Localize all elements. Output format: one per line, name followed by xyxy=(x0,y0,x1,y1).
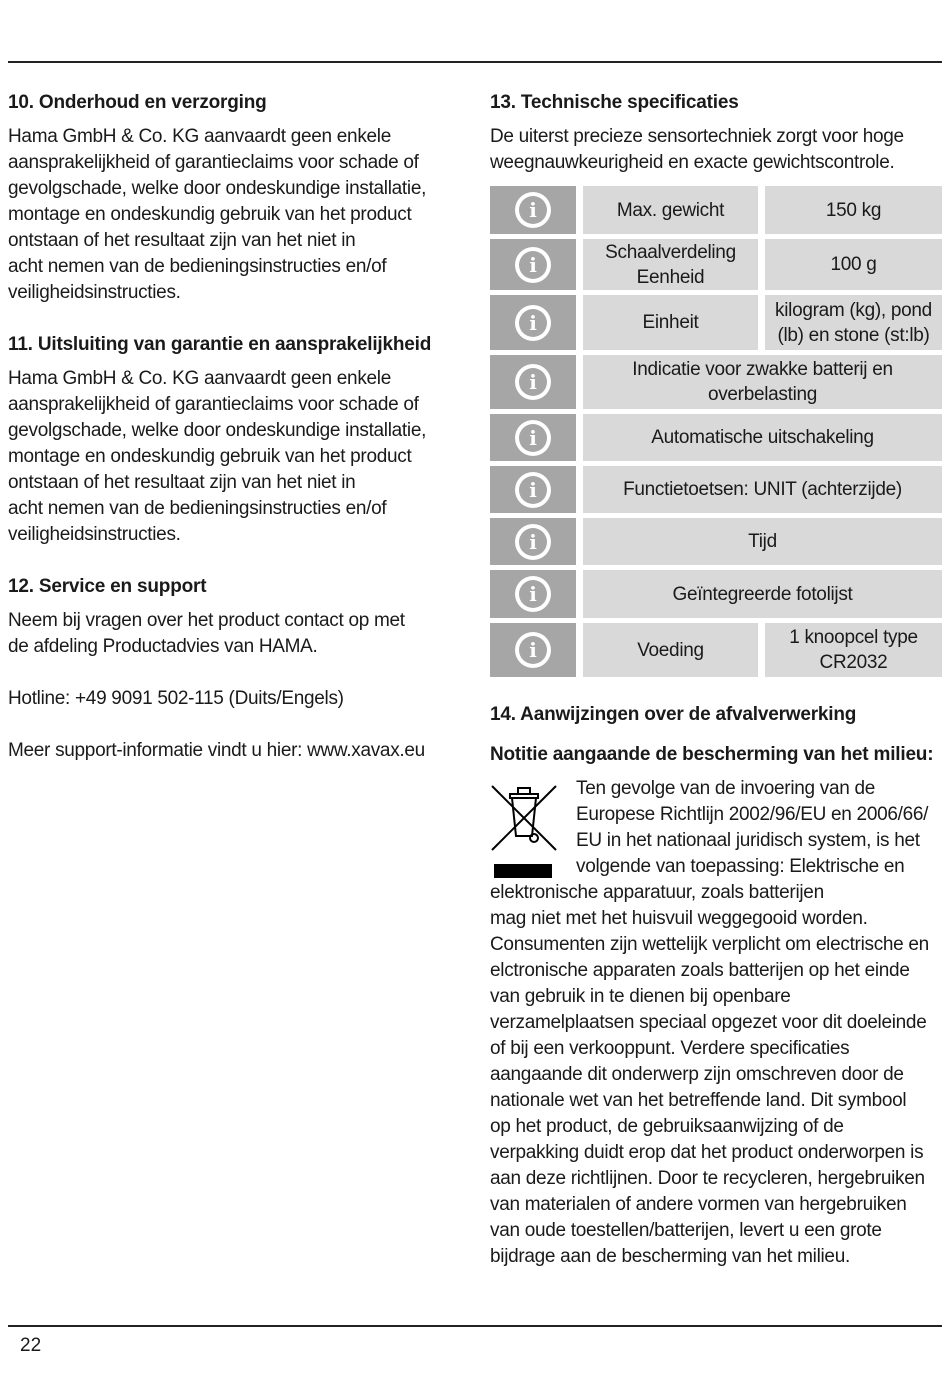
right-column xyxy=(490,90,942,1270)
section-10-title: 10. Onderhoud en verzorging xyxy=(8,92,267,113)
section-10-body: Hama GmbH & Co. KG aanvaardt geen enkele aansprakelijkheid of garantieclaims voor schade of gevolgschade, welke door ondeskundige installatie, montage en ondeskundig gebruik van het product ontstaan of het resultaat zijn van het niet in acht nemen van de bedieningsinstructies en/of veiligheidsinstructies. xyxy=(8,126,427,303)
environment-notice-body: Ten gevolge van de invoering van de Europese Richtlijn 2002/96/EU en 2006/66/ EU in het nationaal juridisch system, is het volgende van toepassing: Elektrische en elektronische apparatuur, zoals batterijen mag niet met het huisvuil weggegooid worden. Consumenten zijn wettelijk verplicht om electrische en elctronische apparaten zoals batterijen op het einde van gebruik in te dienen bij openbare verzamelplaatsen speciaal opgezet voor dit doeleinde of bij een verkooppunt. Verdere specificaties aangaande dit onderwerp zijn omschreven door de nationale wet van het betreffende land. Dit symbool op het product, de gebruiksaanwijzing of de verpakking duidt erop dat het product onderworpen is aan deze richtlijnen. Door te recycleren, hergebruiken van materialen of andere vormen van hergebruiken van oude toestellen/batterijen, levert u een grote bijdrage aan de bescherming van het milieu. xyxy=(490,778,929,1267)
spec-label: Voeding xyxy=(583,623,758,677)
spec-full-cell: Functietoetsen: UNIT (achterzijde) xyxy=(583,466,942,513)
spec-label: Einheit xyxy=(583,295,758,350)
weee-bar xyxy=(494,864,552,878)
section-13-intro: De uiterst precieze sensortechniek zorgt voor hoge weegnauwkeurigheid en exacte gewichtscontrole. xyxy=(490,126,904,173)
info-icon: i xyxy=(519,424,547,452)
spec-value: 100 g xyxy=(765,239,942,290)
support-info-text: Meer support-informatie vindt u hier: www.xavax.eu xyxy=(8,740,425,761)
page-number: 22 xyxy=(20,1335,42,1356)
spec-row-power xyxy=(490,623,942,677)
spec-value: 1 knoopcel type CR2032 xyxy=(765,623,942,677)
section-14-title: 14. Aanwijzingen over de afvalverwerking xyxy=(490,704,857,725)
environment-notice-title: Notitie aangaande de bescherming van het milieu: xyxy=(490,744,934,765)
spec-label: Schaalverdeling Eenheid xyxy=(583,239,758,290)
section-service-support xyxy=(8,574,466,764)
section-12-intro: Neem bij vragen over het product contact op met de afdeling Productadvies van HAMA. xyxy=(8,610,405,657)
environment-notice xyxy=(490,776,942,1270)
section-warranty-exclusion xyxy=(8,332,466,548)
crossed-out-bin-icon xyxy=(490,778,564,880)
spec-label: Max. gewicht xyxy=(583,186,758,234)
spec-value: kilogram (kg), pond (lb) en stone (st:lb) xyxy=(765,295,942,350)
spec-full-cell: Tijd xyxy=(583,518,942,565)
spec-row-time xyxy=(490,518,942,565)
info-icon: i xyxy=(519,251,547,279)
header-rule xyxy=(8,61,942,63)
hotline-text: Hotline: +49 9091 502-115 (Duits/Engels) xyxy=(8,688,344,709)
spec-table xyxy=(490,186,942,677)
info-icon: i xyxy=(519,476,547,504)
section-maintenance xyxy=(8,90,466,306)
info-icon: i xyxy=(519,309,547,337)
info-icon: i xyxy=(519,528,547,556)
spec-row-auto-off xyxy=(490,414,942,461)
spec-full-cell: Indicatie voor zwakke batterij en overbelasting xyxy=(583,355,942,409)
spec-row-max-weight xyxy=(490,186,942,234)
section-11-body: Hama GmbH & Co. KG aanvaardt geen enkele aansprakelijkheid of garantieclaims voor schade of gevolgschade, welke door ondeskundige installatie, montage en ondeskundig gebruik van het product ontstaan of het resultaat zijn van het niet in acht nemen van de bedieningsinstructies en/of veiligheidsinstructies. xyxy=(8,368,427,545)
section-12-title: 12. Service en support xyxy=(8,576,207,597)
left-column xyxy=(8,90,466,790)
footer-rule xyxy=(8,1325,942,1327)
info-icon: i xyxy=(519,636,547,664)
spec-row-graduation xyxy=(490,239,942,290)
spec-row-function-keys xyxy=(490,466,942,513)
spec-row-battery-indicator xyxy=(490,355,942,409)
spec-full-cell: Geïntegreerde fotolijst xyxy=(583,570,942,618)
info-icon: i xyxy=(519,580,547,608)
section-13-title: 13. Technische specificaties xyxy=(490,92,739,113)
spec-value: 150 kg xyxy=(765,186,942,234)
info-icon: i xyxy=(519,368,547,396)
info-icon: i xyxy=(519,196,547,224)
spec-full-cell: Automatische uitschakeling xyxy=(583,414,942,461)
section-11-title: 11. Uitsluiting van garantie en aansprakelijkheid xyxy=(8,334,432,355)
spec-row-photo-frame xyxy=(490,570,942,618)
spec-row-unit xyxy=(490,295,942,350)
